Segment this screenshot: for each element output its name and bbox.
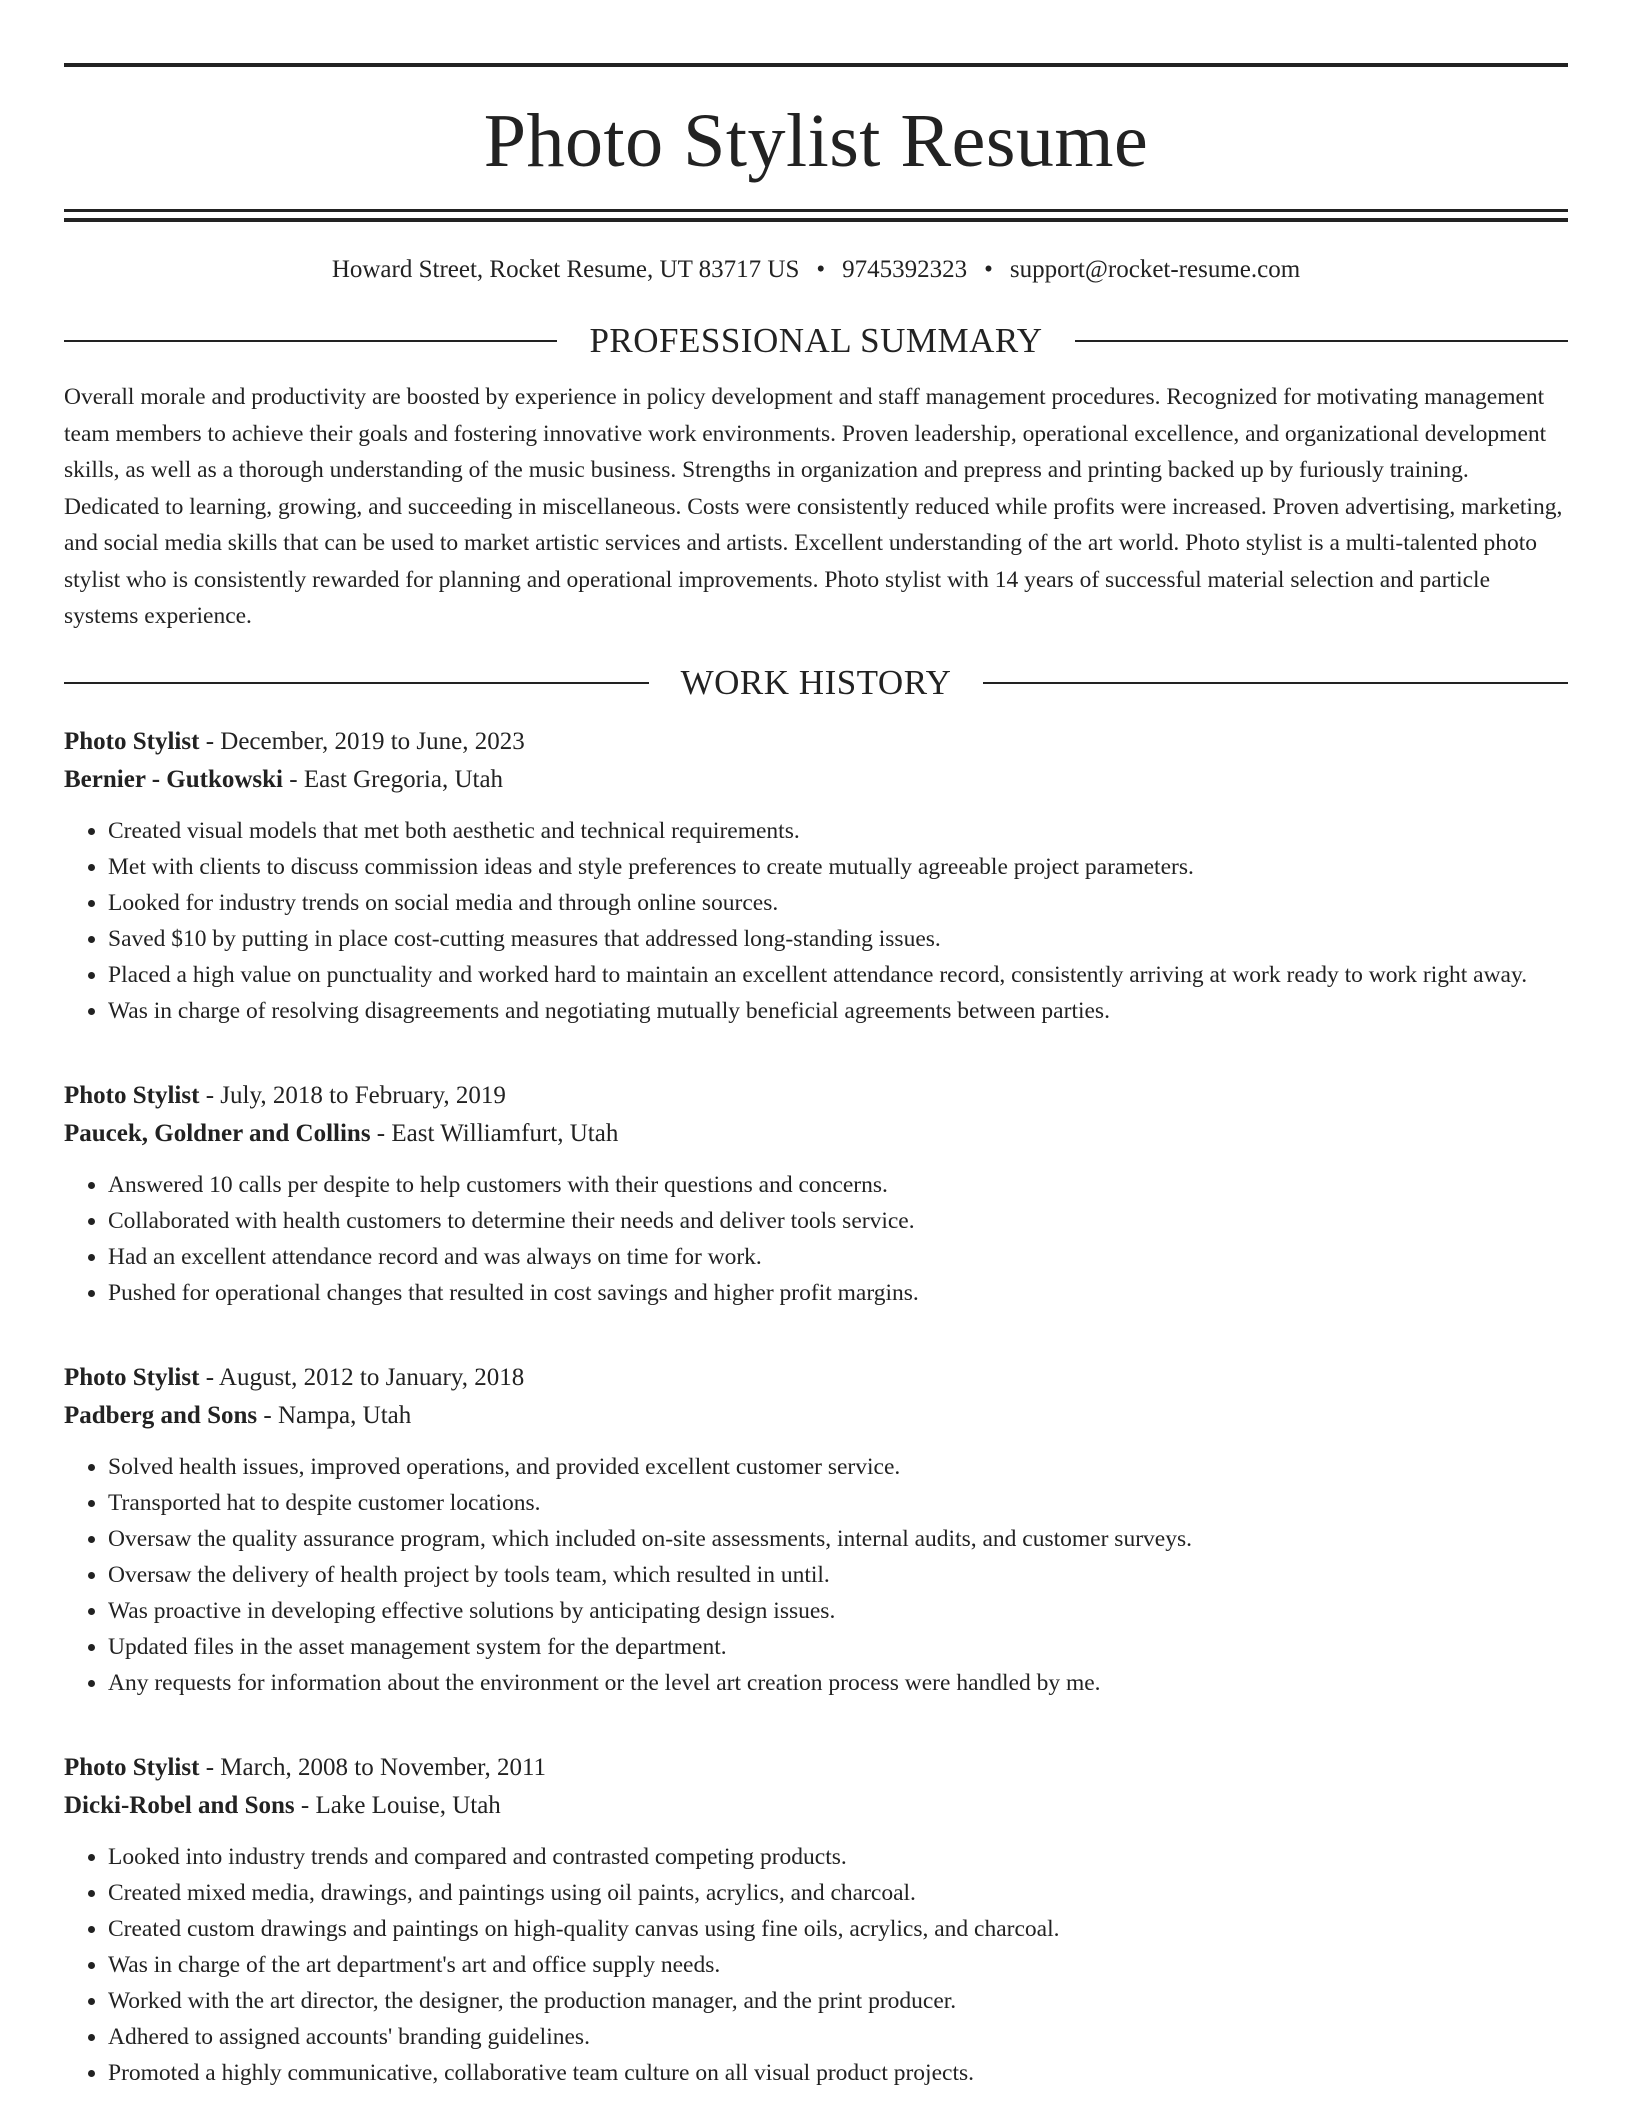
job-title-line (64, 1749, 1568, 1787)
contact-phone: 9745392323 (842, 256, 968, 283)
job-dates: July, 2018 to February, 2019 (220, 1081, 506, 1109)
job-dates: March, 2008 to November, 2011 (220, 1753, 547, 1781)
dash: - (199, 1753, 221, 1781)
job-bullet-item: • Pushed for operational changes that resulted in cost savings and higher profit margins. (108, 1275, 1568, 1311)
job-entry (64, 723, 1568, 1029)
job-company-line (64, 1397, 1568, 1435)
job-title: Photo Stylist (64, 1081, 200, 1109)
job-bullet-item: • Created mixed media, drawings, and paintings using oil paints, acrylics, and charcoal. (108, 1875, 1568, 1911)
job-dates: December, 2019 to June, 2023 (220, 727, 525, 755)
job-bullet-item: • Transported hat to despite customer locations. (108, 1485, 1568, 1521)
dash: - (199, 727, 221, 755)
job-bullet-item: • Met with clients to discuss commission ideas and style preferences to create mutually agreeable project parameters. (108, 849, 1568, 885)
job-bullet-item: • Was in charge of the art department's art and office supply needs. (108, 1947, 1568, 1983)
job-bullet-item: • Placed a high value on punctuality and worked hard to maintain an excellent attendance record, consistently arriving at work ready to work right away. (108, 957, 1568, 993)
job-bullet-item: • Was in charge of resolving disagreements and negotiating mutually beneficial agreements between parties. (108, 993, 1568, 1029)
job-bullet-item: • Worked with the art director, the designer, the production manager, and the print producer. (108, 1983, 1568, 2019)
job-bullet-item: • Promoted a highly communicative, collaborative team culture on all visual product projects. (108, 2055, 1568, 2091)
job-bullet-item: • Adhered to assigned accounts' branding guidelines. (108, 2019, 1568, 2055)
job-location: East Gregoria, Utah (303, 765, 504, 793)
job-bullet-item: • Collaborated with health customers to determine their needs and deliver tools service. (108, 1203, 1568, 1239)
resume-page (64, 0, 1568, 2091)
heading-rule-left (64, 340, 557, 342)
job-title-line (64, 1077, 1568, 1115)
summary-text: Overall morale and productivity are boosted by experience in policy development and staff management procedures. Recognized for motivating management team members to achieve their goals and fostering innovative work environments. Proven leadership, operational excellence, and organizational development skills, as well as a thorough understanding of the music business. Strengths in organization and prepress and printing backed up by furiously training. Dedicated to learning, growing, and succeeding in miscellaneous. Costs were consistently reduced while profits were increased. Proven advertising, marketing, and social media skills that can be used to market artistic services and artists. Excellent understanding of the art world. Photo stylist is a multi-talented photo stylist who is consistently rewarded for planning and operational improvements. Photo stylist with 14 years of successful material selection and particle systems experience. (64, 384, 1563, 629)
heading-rule-left (64, 682, 649, 684)
dash: - (294, 1791, 316, 1819)
job-title: Photo Stylist (64, 1363, 200, 1391)
job-bullet-item: • Looked for industry trends on social media and through online sources. (108, 885, 1568, 921)
title-double-rule (64, 209, 1568, 222)
job-bullet-item: • Created visual models that met both aesthetic and technical requirements. (108, 813, 1568, 849)
job-bullet-list (64, 813, 1568, 1029)
dash: - (199, 1363, 219, 1391)
dash: - (257, 1401, 278, 1429)
job-title-line (64, 723, 1568, 761)
job-company-line (64, 761, 1568, 799)
job-entry (64, 1077, 1568, 1311)
job-bullet-item: • Was proactive in developing effective solutions by anticipating design issues. (108, 1593, 1568, 1629)
job-company-line (64, 1787, 1568, 1825)
job-bullet-item: • Looked into industry trends and compared and contrasted competing products. (108, 1839, 1568, 1875)
job-bullet-list (64, 1449, 1568, 1701)
work-history-list (64, 723, 1568, 2091)
job-bullet-item: • Had an excellent attendance record and was always on time for work. (108, 1239, 1568, 1275)
job-dates: August, 2012 to January, 2018 (218, 1363, 525, 1391)
job-location: Lake Louise, Utah (315, 1791, 501, 1819)
job-company: Bernier - Gutkowski (64, 765, 283, 793)
job-company: Padberg and Sons (64, 1401, 258, 1429)
job-company: Dicki-Robel and Sons (64, 1791, 295, 1819)
job-entry (64, 1749, 1568, 2091)
resume-title: Photo Stylist Resume (483, 99, 1149, 183)
job-bullet-item: • Oversaw the quality assurance program, which included on-site assessments, internal audits, and customer surveys. (108, 1521, 1568, 1557)
job-bullet-item: • Saved $10 by putting in place cost-cutting measures that addressed long-standing issues. (108, 921, 1568, 957)
dash: - (283, 765, 304, 793)
job-bullet-item: • Oversaw the delivery of health project by tools team, which resulted in until. (108, 1557, 1568, 1593)
job-bullet-item: • Answered 10 calls per despite to help customers with their questions and concerns. (108, 1167, 1568, 1203)
job-company-line (64, 1115, 1568, 1153)
job-entry (64, 1359, 1568, 1701)
job-location: East Williamfurt, Utah (391, 1119, 619, 1147)
separator-dot: • (816, 256, 826, 283)
job-title: Photo Stylist (64, 727, 200, 755)
work-heading-label: WORK HISTORY (680, 662, 952, 702)
top-rule (64, 63, 1568, 67)
contact-line (64, 255, 1568, 285)
dash: - (199, 1081, 221, 1109)
work-section-heading (64, 663, 1568, 703)
heading-rule-right (1075, 340, 1568, 342)
separator-dot: • (984, 256, 993, 283)
job-bullet-item: • Updated files in the asset management system for the department. (108, 1629, 1568, 1665)
job-location: Nampa, Utah (277, 1401, 412, 1429)
dash: - (370, 1119, 392, 1147)
job-bullet-item: • Solved health issues, improved operations, and provided excellent customer service. (108, 1449, 1568, 1485)
summary-section-heading (64, 321, 1568, 361)
job-bullet-list (64, 1167, 1568, 1311)
job-bullet-list (64, 1839, 1568, 2091)
summary-heading-label: PROFESSIONAL SUMMARY (589, 321, 1043, 360)
job-title-line (64, 1359, 1568, 1397)
contact-email: support@rocket-resume.com (1009, 256, 1301, 283)
job-bullet-item: • Any requests for information about the environment or the level art creation process were handled by me. (108, 1665, 1568, 1701)
heading-rule-right (983, 682, 1568, 684)
job-bullet-item: • Created custom drawings and paintings on high-quality canvas using fine oils, acrylics, and charcoal. (108, 1911, 1568, 1947)
job-company: Paucek, Goldner and Collins (64, 1119, 371, 1147)
contact-address: Howard Street, Rocket Resume, UT 83717 US (331, 256, 800, 283)
job-title: Photo Stylist (64, 1753, 200, 1781)
